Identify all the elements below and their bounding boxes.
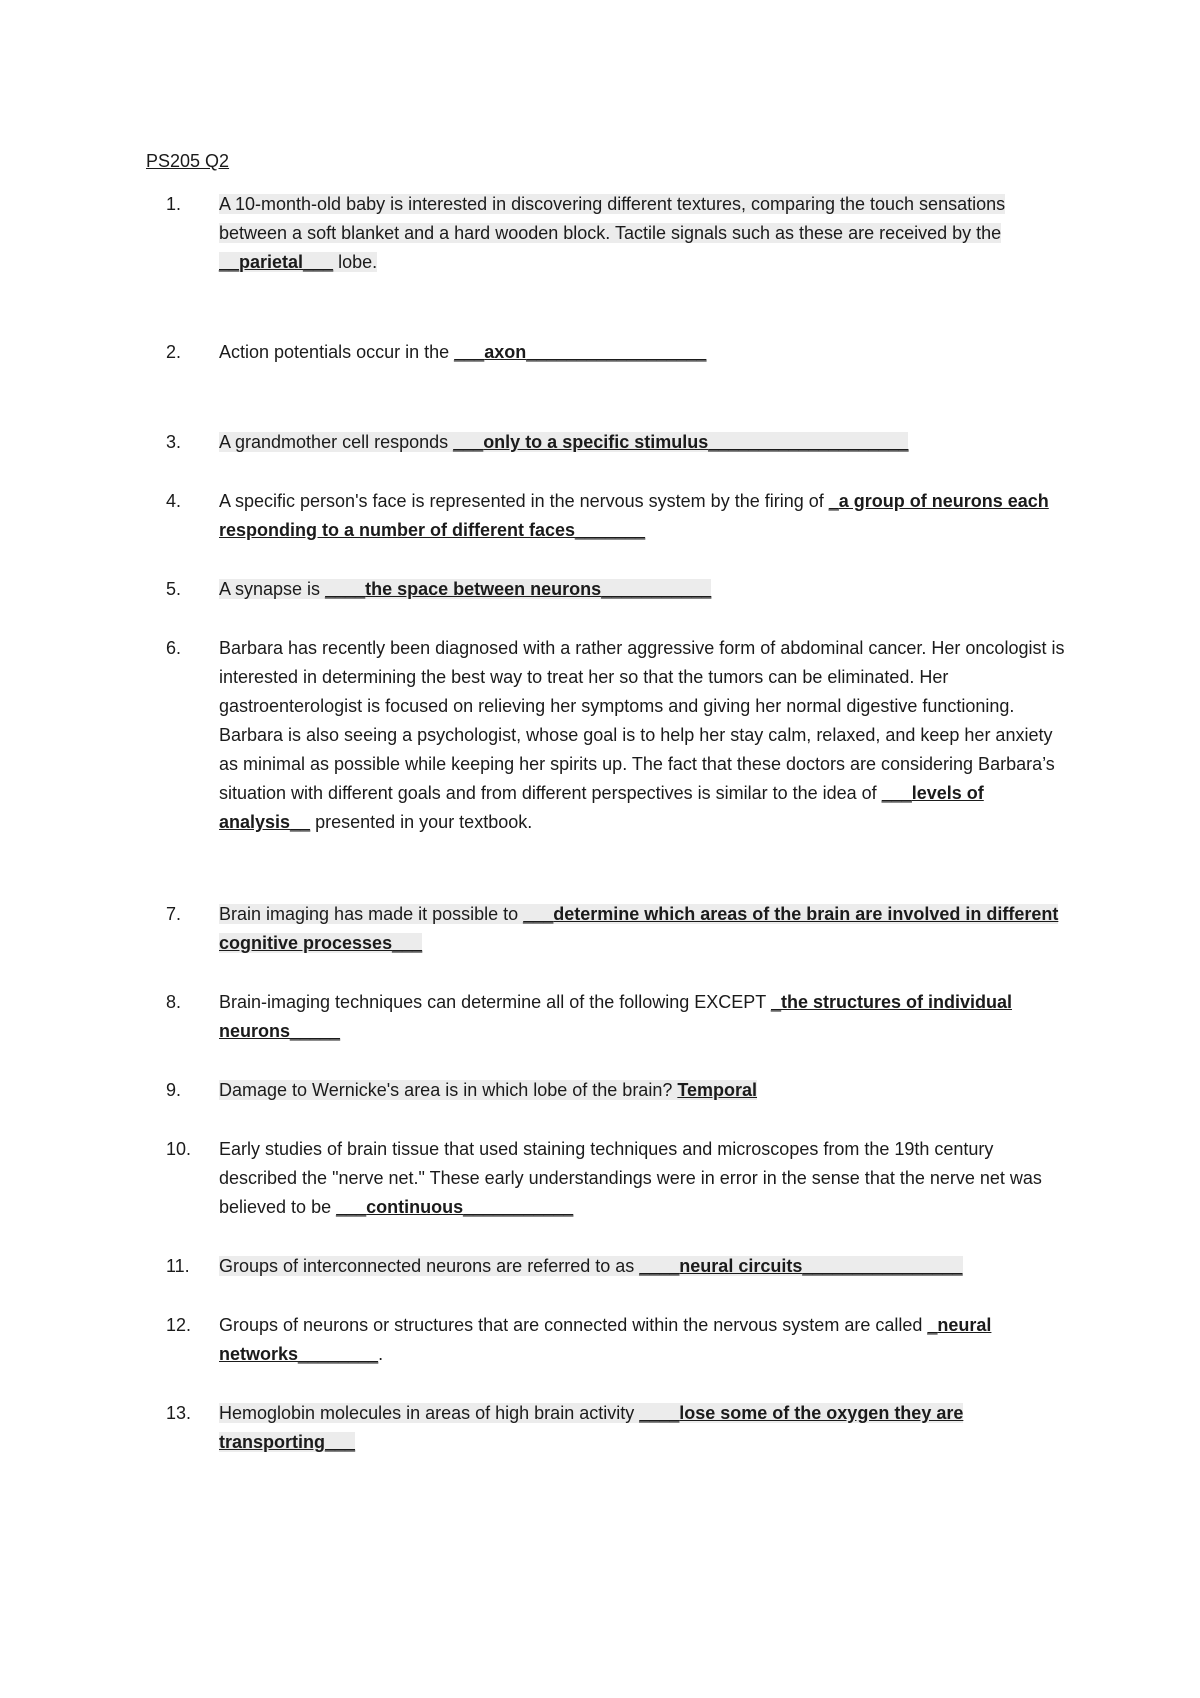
question-prompt: Groups of neurons or structures that are connected within the nervous system are called (219, 1315, 928, 1335)
answer-blank-lead: _ (770, 992, 781, 1012)
question-prompt: Brain-imaging techniques can determine all of the following EXCEPT (219, 992, 771, 1012)
question-prompt: Action potentials occur in the (219, 342, 455, 362)
answer-blank-trail: ___ (392, 933, 423, 953)
question-prompt: A 10-month-old baby is interested in discovering different textures, comparing the touch sensations between a soft blanket and a hard wooden block. Tactile signals such as these are received by the (219, 194, 1006, 243)
answer: parietal (239, 252, 304, 272)
question-text (219, 634, 1069, 837)
answer-blank-trail: __________________ (526, 342, 707, 362)
question-suffix: lobe. (333, 252, 378, 272)
question-number: 9. (166, 1080, 182, 1100)
question-text (219, 1135, 1069, 1222)
question-prompt: Early studies of brain tissue that used staining techniques and microscopes from the 19th century described the "nerve net." These early understandings were in error in the sense that the nerve net was believed to be (219, 1139, 1042, 1217)
question-text (219, 1311, 1069, 1369)
question-prompt: Barbara has recently been diagnosed with a rather aggressive form of abdominal cancer. Her oncologist is interested in determining the best way to treat her so that the tumors can be eliminated. Her gastroenterologist is focused on relieving her symptoms and giving her normal digestive functioning. Barbara is also seeing a psychologist, whose goal is to help her stay calm, relaxed, and keep her anxiety as minimal as possible while keeping her spirits up. The fact that these doctors are considering Barbara’s situation with different goals and from different perspectives is similar to the idea of (219, 638, 1065, 803)
question-text (219, 1076, 1069, 1105)
question-number: 5. (166, 579, 182, 599)
answer: axon (484, 342, 527, 362)
question-prompt: Groups of interconnected neurons are referred to as (219, 1256, 640, 1276)
answer-blank-lead: ___ (523, 904, 554, 924)
question-prompt: A specific person's face is represented in the nervous system by the firing of (219, 491, 829, 511)
question-number: 3. (166, 432, 182, 452)
answer: continuous (366, 1197, 464, 1217)
answer-blank-lead: ___ (453, 432, 484, 452)
question-number: 11. (166, 1256, 190, 1276)
answer-blank-lead: ____ (639, 1256, 680, 1276)
question-number: 2. (166, 342, 182, 362)
answer-blank-trail: __ (290, 812, 311, 832)
question-text (219, 988, 1069, 1046)
document-title: PS205 Q2 (146, 151, 230, 171)
question-number: 6. (166, 638, 182, 658)
answer-blank-lead: ____ (639, 1403, 680, 1423)
answer-blank-lead: ____ (325, 579, 366, 599)
answer-blank-trail: _______ (575, 520, 646, 540)
answer-blank-trail: ________________ (802, 1256, 963, 1276)
answer-blank-trail: ___ (303, 252, 334, 272)
question-text (219, 1252, 1069, 1281)
answer: Temporal (677, 1080, 758, 1100)
answer-blank-lead: _ (828, 491, 839, 511)
question-prompt: Brain imaging has made it possible to (219, 904, 524, 924)
question-prompt: A grandmother cell responds (219, 432, 454, 452)
answer: determine which areas of the brain are involved in different cognitive processes (219, 904, 1059, 953)
answer: neural circuits (679, 1256, 803, 1276)
answer: lose some of the oxygen they are transporting (219, 1403, 964, 1452)
answer: a group of neurons each responding to a number of different faces (219, 491, 1049, 540)
answer-blank-lead: _ (927, 1315, 938, 1335)
question-number: 10. (166, 1139, 192, 1159)
answer-blank-lead: ___ (336, 1197, 367, 1217)
question-prompt: Damage to Wernicke's area is in which lobe of the brain? (219, 1080, 678, 1100)
question-prompt: Hemoglobin molecules in areas of high brain activity (219, 1403, 640, 1423)
question-text (219, 1399, 1069, 1457)
answer-blank-trail: _____ (290, 1021, 341, 1041)
question-number: 7. (166, 904, 182, 924)
answer-blank-trail: ___ (325, 1432, 356, 1452)
answer-blank-trail: ___________ (601, 579, 712, 599)
question-text (219, 575, 1069, 604)
answer: only to a specific stimulus (483, 432, 709, 452)
question-text (219, 338, 1069, 367)
question-number: 4. (166, 491, 182, 511)
question-number: 13. (166, 1403, 192, 1423)
question-text (219, 900, 1069, 958)
question-number: 8. (166, 992, 182, 1012)
answer: levels of analysis (219, 783, 984, 832)
answer: the space between neurons (365, 579, 602, 599)
question-suffix: . (378, 1344, 384, 1364)
question-text (219, 487, 1069, 545)
answer-blank-trail: ___________ (463, 1197, 574, 1217)
answer: the structures of individual neurons (219, 992, 1013, 1041)
question-suffix: presented in your textbook. (310, 812, 533, 832)
question-text (219, 190, 1069, 277)
answer: neural networks (219, 1315, 992, 1364)
answer-blank-lead: __ (219, 252, 240, 272)
question-prompt: A synapse is (219, 579, 326, 599)
question-number: 1. (166, 194, 182, 214)
answer-blank-lead: ___ (881, 783, 912, 803)
answer-blank-trail: ________ (298, 1344, 379, 1364)
question-number: 12. (166, 1315, 192, 1335)
answer-blank-lead: ___ (454, 342, 485, 362)
question-text (219, 428, 1069, 457)
answer-blank-trail: ____________________ (708, 432, 909, 452)
